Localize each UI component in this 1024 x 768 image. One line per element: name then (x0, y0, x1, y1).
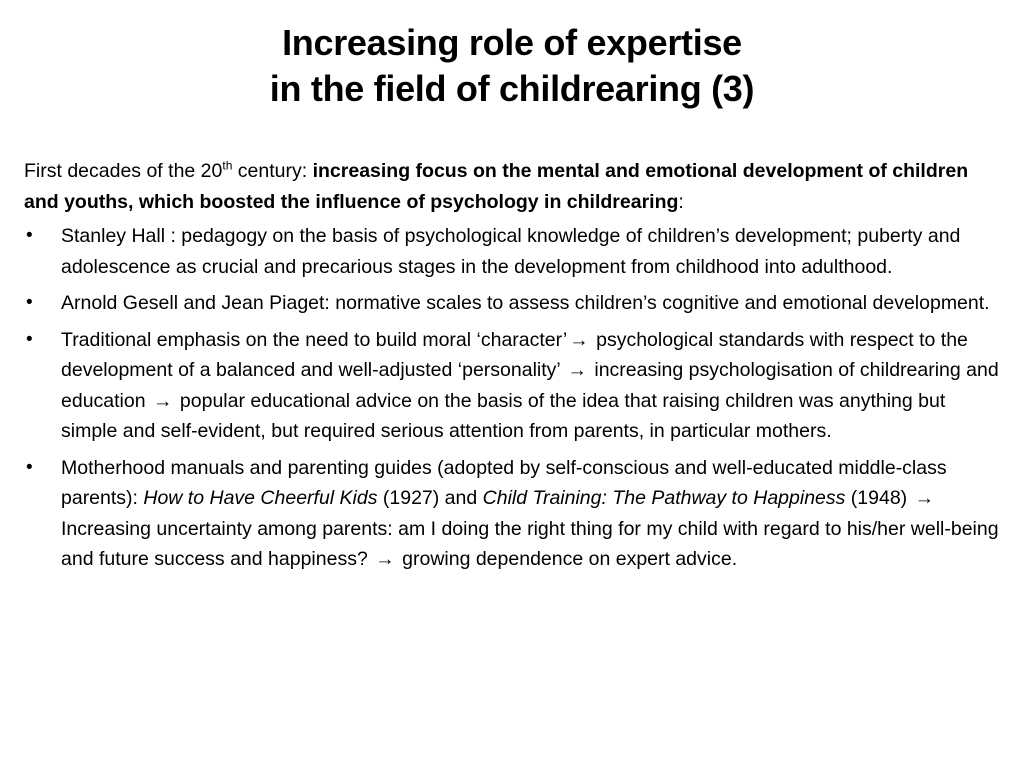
bullet-text-part: Increasing uncertainty among parents: am I doing the right thing for my child with regard to his/her well-being and future success and happiness? (61, 517, 999, 570)
bullet-text-part: (1927) and (377, 487, 483, 509)
bullet-text-part: increasing psychologisation of childrearing and education (61, 359, 999, 412)
arrow-right-icon: → (153, 389, 173, 412)
bullet-text-part: Motherhood manuals and parenting guides (adopted by self-conscious and well-educated middle-class parents): (61, 456, 947, 509)
bullet-text-part: Traditional emphasis on the need to build moral ‘character’ (61, 328, 568, 351)
arrow-right-icon: → (914, 487, 935, 509)
bullet-item-hall (24, 221, 1006, 282)
bullet-text-part: popular educational advice on the basis of the idea that raising children was anything but simple and self-evident, but required serious attention from parents, in particular mothers. (61, 389, 946, 442)
arrow-right-icon: → (567, 359, 587, 381)
bullet-text: Stanley Hall : pedagogy on the basis of psychological knowledge of children’s development; puberty and adolescence as crucial and precarious stages in the development from childhood into adulthood. (61, 225, 961, 278)
bullet-icon: • (26, 328, 33, 350)
title-line-2: in the field of childrearing (3) (269, 68, 755, 109)
intro-paragraph (24, 156, 1006, 217)
bullet-list (24, 221, 1006, 575)
intro-bold: increasing focus on the mental and emotional development of children and youths, which boosted the influence of psychology in childrearing (24, 160, 969, 213)
intro-after-sup: century: (232, 160, 313, 182)
slide-body (24, 156, 1006, 581)
bullet-text-part: growing dependence on expert advice. (396, 548, 738, 570)
intro-prefix: First decades of the 20 (24, 160, 223, 182)
bullet-item-gesell-piaget (24, 288, 1006, 319)
bullet-text-part: (1948) (845, 487, 913, 509)
bullet-item-character (24, 325, 1006, 447)
book-title: Child Training: The Pathway to Happiness (482, 487, 846, 509)
book-title: How to Have Cheerful Kids (143, 487, 378, 509)
bullet-icon: • (26, 456, 33, 478)
intro-superscript: th (222, 158, 233, 173)
bullet-icon: • (26, 292, 33, 313)
bullet-text: Arnold Gesell and Jean Piaget: normative scales to assess children’s cognitive and emotional development. (61, 292, 990, 314)
arrow-right-icon: → (375, 548, 395, 570)
bullet-text-part: psychological standards with respect to the development of a balanced and well-adjusted ‘personality’ (61, 328, 968, 381)
bullet-item-manuals (24, 453, 1006, 575)
arrow-right-icon: → (569, 328, 589, 351)
title-line-1: Increasing role of expertise (282, 22, 742, 63)
bullet-icon: • (26, 225, 33, 246)
slide-title (0, 20, 1024, 112)
intro-suffix: : (678, 190, 684, 213)
